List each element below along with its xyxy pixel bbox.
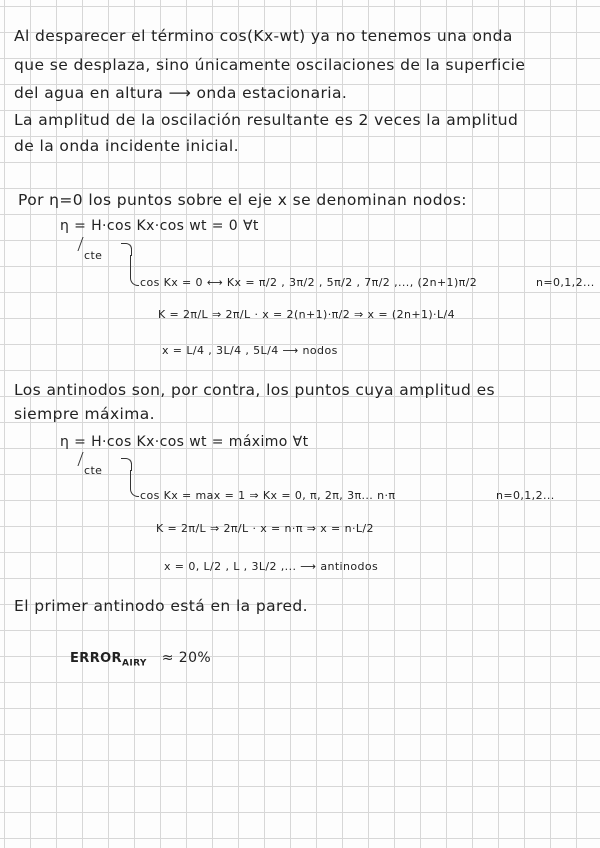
antinodes-intro-line1: Los antinodos son, por contra, los puntos cuya amplitud es <box>14 381 495 399</box>
nodes-x-values: x = L/4 , 3L/4 , 5L/4 ⟶ nodos <box>162 344 338 357</box>
nodes-cte: cte <box>84 249 103 262</box>
paragraph1-line2: que se desplaza, sino únicamente oscilaciones de la superficie <box>14 56 526 74</box>
paragraph2-line1: La amplitud de la oscilación resultante es 2 veces la amplitud <box>14 111 519 129</box>
nodes-cos-condition: cos Kx = 0 ⟷ Kx = π/2 , 3π/2 , 5π/2 , 7π/2 ,..., (2n+1)π/2 <box>140 276 478 289</box>
nodes-cte-mark <box>77 237 83 251</box>
antinodes-equation: η = H·cos Kx·cos wt = máximo ∀t <box>60 434 309 450</box>
error-label <box>70 650 211 669</box>
nodes-k-relation: K = 2π/L ⇒ 2π/L · x = 2(n+1)·π/2 ⇒ x = (2n+1)·L/4 <box>158 308 455 321</box>
paragraph1-line1: Al desparecer el término cos(Kx-wt) ya no tenemos una onda <box>14 27 513 45</box>
nodes-n-range: n=0,1,2... <box>536 276 595 289</box>
error-subscript: AIRY <box>121 658 147 669</box>
antinodes-n-range: n=0,1,2... <box>496 489 555 502</box>
nodes-equation: η = H·cos Kx·cos wt = 0 ∀t <box>60 218 259 234</box>
antinodes-cte: cte <box>84 464 103 477</box>
antinodes-x-values: x = 0, L/2 , L , 3L/2 ,... ⟶ antinodos <box>164 560 379 573</box>
error-word: ERROR <box>70 651 122 666</box>
error-value: ≈ 20% <box>161 650 212 666</box>
conclusion: El primer antinodo está en la pared. <box>14 597 308 615</box>
antinodes-brace-bottom <box>130 470 139 497</box>
antinodes-k-relation: K = 2π/L ⇒ 2π/L · x = n·π ⇒ x = n·L/2 <box>156 522 374 535</box>
antinodes-intro-line2: siempre máxima. <box>14 405 155 423</box>
paragraph1-line3: del agua en altura ⟶ onda estacionaria. <box>14 84 348 102</box>
antinodes-cte-mark <box>77 452 83 466</box>
nodes-intro: Por η=0 los puntos sobre el eje x se denominan nodos: <box>18 191 467 209</box>
nodes-brace-bottom <box>130 255 139 286</box>
antinodes-cos-condition: cos Kx = max = 1 ⇒ Kx = 0, π, 2π, 3π... n·π <box>140 489 396 502</box>
paragraph2-line2: de la onda incidente inicial. <box>14 137 239 155</box>
